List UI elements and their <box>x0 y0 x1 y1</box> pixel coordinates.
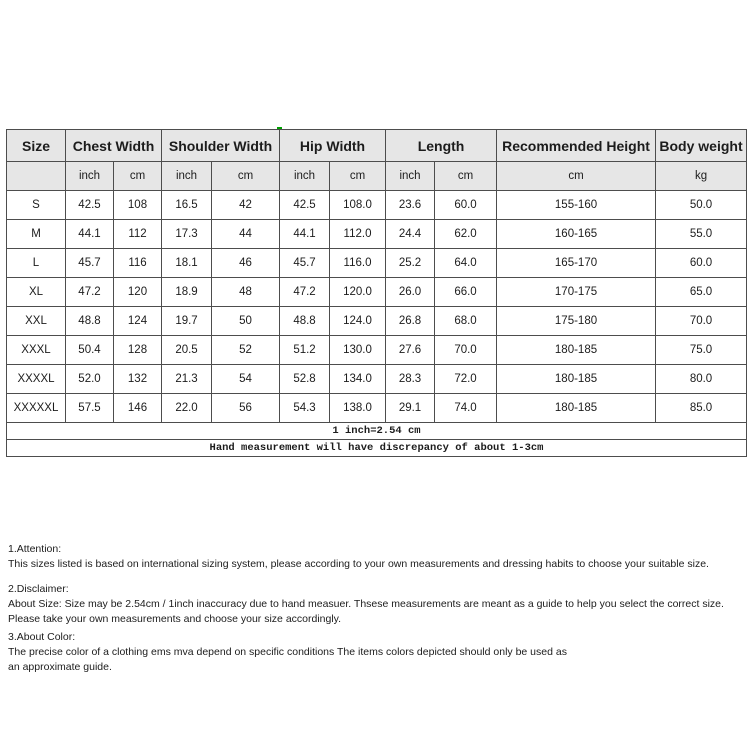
unit-header-shoulder-cm: cm <box>212 162 280 191</box>
size-value-cell: 48.8 <box>66 307 114 336</box>
size-chart-body <box>7 191 747 423</box>
size-value-cell: 48 <box>212 278 280 307</box>
size-value-cell: 29.1 <box>386 394 435 423</box>
size-value-cell: 170-175 <box>497 278 656 307</box>
size-value-cell: 112.0 <box>330 220 386 249</box>
size-value-cell: 44 <box>212 220 280 249</box>
size-value-cell: 17.3 <box>162 220 212 249</box>
unit-header-length-cm: cm <box>435 162 497 191</box>
unit-header-chest-inch: inch <box>66 162 114 191</box>
size-chart-footnotes <box>7 423 747 457</box>
size-value-cell: 155-160 <box>497 191 656 220</box>
size-value-cell: 46 <box>212 249 280 278</box>
size-value-cell: 130.0 <box>330 336 386 365</box>
size-value-cell: 50.4 <box>66 336 114 365</box>
size-value-cell: 175-180 <box>497 307 656 336</box>
size-value-cell: 52 <box>212 336 280 365</box>
note-about-color-line: The precise color of a clothing ems mva depend on specific conditions The items colors depicted should only be used as <box>8 646 567 658</box>
size-value-cell: 108 <box>114 191 162 220</box>
unit-header-hip-inch: inch <box>280 162 330 191</box>
footnote-hand-measurement: Hand measurement will have discrepancy of about 1-3cm <box>7 440 747 457</box>
size-value-cell: 60.0 <box>656 249 747 278</box>
size-value-cell: 16.5 <box>162 191 212 220</box>
size-row <box>7 220 747 249</box>
size-value-cell: 120.0 <box>330 278 386 307</box>
size-label-cell: XXXXXL <box>7 394 66 423</box>
size-value-cell: 64.0 <box>435 249 497 278</box>
col-header-chest-width: Chest Width <box>66 130 162 162</box>
note-disclaimer-line: About Size: Size may be 2.54cm / 1inch inaccuracy due to hand measuer. Thsese measurements are meant as a guide to help you select the correct size. <box>8 598 724 610</box>
size-value-cell: 124.0 <box>330 307 386 336</box>
size-row <box>7 249 747 278</box>
header-row-units <box>7 162 747 191</box>
size-value-cell: 132 <box>114 365 162 394</box>
note-attention-heading: 1.Attention: <box>8 543 62 555</box>
size-value-cell: 56 <box>212 394 280 423</box>
size-value-cell: 116 <box>114 249 162 278</box>
size-value-cell: 65.0 <box>656 278 747 307</box>
size-value-cell: 26.8 <box>386 307 435 336</box>
size-label-cell: L <box>7 249 66 278</box>
size-value-cell: 51.2 <box>280 336 330 365</box>
size-value-cell: 42.5 <box>66 191 114 220</box>
size-value-cell: 60.0 <box>435 191 497 220</box>
size-value-cell: 72.0 <box>435 365 497 394</box>
size-value-cell: 27.6 <box>386 336 435 365</box>
note-disclaimer-line: Please take your own measurements and choose your size accordingly. <box>8 613 342 625</box>
size-value-cell: 50 <box>212 307 280 336</box>
size-value-cell: 66.0 <box>435 278 497 307</box>
note-about-color-heading: 3.About Color: <box>8 631 76 643</box>
unit-header-chest-cm: cm <box>114 162 162 191</box>
size-value-cell: 28.3 <box>386 365 435 394</box>
size-row <box>7 191 747 220</box>
size-value-cell: 146 <box>114 394 162 423</box>
size-value-cell: 55.0 <box>656 220 747 249</box>
size-label-cell: M <box>7 220 66 249</box>
size-value-cell: 62.0 <box>435 220 497 249</box>
size-value-cell: 44.1 <box>66 220 114 249</box>
size-value-cell: 68.0 <box>435 307 497 336</box>
unit-header-weight-kg: kg <box>656 162 747 191</box>
footnote-inch-conversion: 1 inch=2.54 cm <box>7 423 747 440</box>
unit-header-empty <box>7 162 66 191</box>
size-value-cell: 42.5 <box>280 191 330 220</box>
size-value-cell: 50.0 <box>656 191 747 220</box>
size-value-cell: 23.6 <box>386 191 435 220</box>
size-value-cell: 85.0 <box>656 394 747 423</box>
size-value-cell: 19.7 <box>162 307 212 336</box>
size-value-cell: 20.5 <box>162 336 212 365</box>
header-row-titles <box>7 130 747 162</box>
size-row <box>7 365 747 394</box>
size-row <box>7 278 747 307</box>
note-about-color <box>8 630 744 675</box>
note-attention-line: This sizes listed is based on international sizing system, please according to your own measurements and dressing habits to choose your suitable size. <box>8 558 709 570</box>
size-value-cell: 45.7 <box>66 249 114 278</box>
size-value-cell: 70.0 <box>435 336 497 365</box>
size-value-cell: 54.3 <box>280 394 330 423</box>
size-value-cell: 21.3 <box>162 365 212 394</box>
size-value-cell: 48.8 <box>280 307 330 336</box>
size-value-cell: 42 <box>212 191 280 220</box>
size-value-cell: 180-185 <box>497 394 656 423</box>
size-value-cell: 74.0 <box>435 394 497 423</box>
note-about-color-line: an approximate guide. <box>8 661 112 673</box>
size-value-cell: 165-170 <box>497 249 656 278</box>
col-header-length: Length <box>386 130 497 162</box>
size-value-cell: 80.0 <box>656 365 747 394</box>
size-value-cell: 70.0 <box>656 307 747 336</box>
size-value-cell: 26.0 <box>386 278 435 307</box>
unit-header-height-cm: cm <box>497 162 656 191</box>
size-value-cell: 18.9 <box>162 278 212 307</box>
col-header-shoulder-width: Shoulder Width <box>162 130 280 162</box>
notes-section <box>8 542 744 675</box>
col-header-hip-width: Hip Width <box>280 130 386 162</box>
size-value-cell: 47.2 <box>66 278 114 307</box>
note-attention <box>8 542 744 572</box>
size-value-cell: 45.7 <box>280 249 330 278</box>
size-label-cell: XXXXL <box>7 365 66 394</box>
size-value-cell: 44.1 <box>280 220 330 249</box>
footnote-row <box>7 423 747 440</box>
size-value-cell: 57.5 <box>66 394 114 423</box>
size-value-cell: 24.4 <box>386 220 435 249</box>
size-value-cell: 75.0 <box>656 336 747 365</box>
size-value-cell: 52.8 <box>280 365 330 394</box>
col-header-body-weight: Body weight <box>656 130 747 162</box>
size-value-cell: 18.1 <box>162 249 212 278</box>
size-label-cell: XXXL <box>7 336 66 365</box>
size-value-cell: 112 <box>114 220 162 249</box>
size-chart-table <box>6 129 747 457</box>
size-value-cell: 54 <box>212 365 280 394</box>
size-row <box>7 336 747 365</box>
size-value-cell: 138.0 <box>330 394 386 423</box>
size-value-cell: 120 <box>114 278 162 307</box>
size-value-cell: 160-165 <box>497 220 656 249</box>
size-value-cell: 108.0 <box>330 191 386 220</box>
size-value-cell: 128 <box>114 336 162 365</box>
col-header-size: Size <box>7 130 66 162</box>
size-value-cell: 134.0 <box>330 365 386 394</box>
unit-header-length-inch: inch <box>386 162 435 191</box>
size-label-cell: S <box>7 191 66 220</box>
size-value-cell: 116.0 <box>330 249 386 278</box>
size-label-cell: XXL <box>7 307 66 336</box>
size-value-cell: 25.2 <box>386 249 435 278</box>
note-disclaimer-heading: 2.Disclaimer: <box>8 583 69 595</box>
size-value-cell: 124 <box>114 307 162 336</box>
size-row <box>7 394 747 423</box>
size-value-cell: 180-185 <box>497 365 656 394</box>
size-label-cell: XL <box>7 278 66 307</box>
size-value-cell: 52.0 <box>66 365 114 394</box>
size-value-cell: 47.2 <box>280 278 330 307</box>
unit-header-hip-cm: cm <box>330 162 386 191</box>
size-value-cell: 22.0 <box>162 394 212 423</box>
size-value-cell: 180-185 <box>497 336 656 365</box>
unit-header-shoulder-inch: inch <box>162 162 212 191</box>
size-chart-header <box>7 130 747 191</box>
size-row <box>7 307 747 336</box>
col-header-recommended-height: Recommended Height <box>497 130 656 162</box>
note-disclaimer <box>8 582 744 627</box>
footnote-row <box>7 440 747 457</box>
